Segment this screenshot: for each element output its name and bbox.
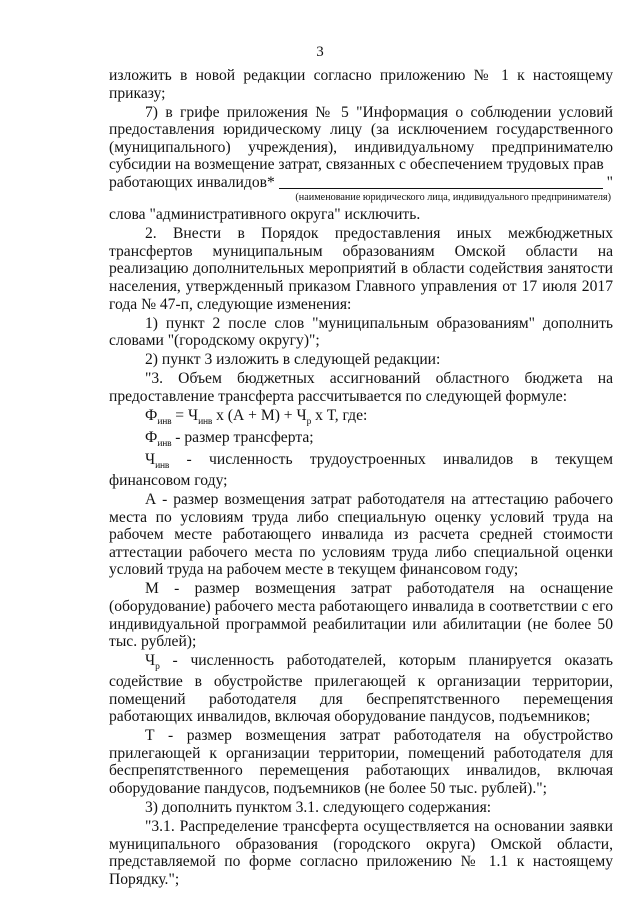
closing-quote: " <box>606 174 613 192</box>
definition-t: Т - размер возмещения затрат работодателя на обустройство прилегающей к организации территории, помещений работодателя для беспрепятственного перемещения работающих инвалидов, включая оборудование пандусов, подъемников (не более 50 тыс. рублей)."; <box>109 727 613 797</box>
paragraph-exclude: слова "административного округа" исключить. <box>109 206 421 224</box>
paragraph-point-3-1: "3.1. Распределение трансферта осуществляется на основании заявки муниципального образования (городского округа) Омской области, представляемой по форме согласно приложению № 1.1 к настоящему Порядку."; <box>109 818 613 888</box>
paragraph-point-3: "3. Объем бюджетных ассигнований областного бюджета на предоставление трансферта рассчитывается по следующей формуле: <box>109 370 613 405</box>
paragraph-continuation: изложить в новой редакции согласно приложению № 1 к настоящему приказу; <box>109 67 613 102</box>
definition-ch-r: $Ч_р$ - численность работодателей, которым планируется оказать содействие в обустройстве прилегающей к организации территории, помещений работодателя для беспрепятственного перемещения работающих инвалидов, включая оборудование пандусов, подъемников; <box>109 652 613 726</box>
definition-a: А - размер возмещения затрат работодателя на аттестацию рабочего места по условиям труда либо специальную оценку условий труда на рабочем месте работающего инвалида из расчета средней стоимости аттестации рабочего места по условиям труда либо специальной оценки условий труда на рабочем месте в текущем финансовом году; <box>109 490 613 579</box>
definition-m: М - размер возмещения затрат работодателя на оснащение (оборудование) рабочего места работающего инвалида в соответствии с его индивидуальной программой реабилитации или абилитации (не более 50 тыс. рублей); <box>109 580 613 651</box>
definition-f-inv: $Ф_{инв}$ - размер трансферта; <box>145 429 314 450</box>
paragraph-section-2: 2. Внести в Порядок предоставления иных межбюджетных трансфертов муниципальным образованиям Омской области на реализацию дополнительных мероприятий в области содействия занятости населения, утвержденный приказом Главного управления от 17 июля 2017 года № 47-п, следующие изменения: <box>109 225 613 313</box>
signature-line-label: работающих инвалидов* <box>109 174 275 192</box>
signature-line <box>109 174 613 192</box>
formula: $Ф_{инв} = Ч_{инв}$ х $(А + М) + Ч_р$ х Т, где: <box>145 407 368 428</box>
paragraph-item-1: 1) пункт 2 после слов "муниципальным образованиям" дополнить словами "(городскому округу)"; <box>109 314 613 350</box>
page-number: 3 <box>316 44 324 60</box>
document-body <box>109 67 613 889</box>
blank-underline <box>279 174 603 189</box>
paragraph-item-3: 3) дополнить пунктом 3.1. следующего содержания: <box>145 799 492 817</box>
definition-ch-inv: $Ч_{инв}$ - численность трудоустроенных инвалидов в текущем финансовом году; <box>109 451 613 489</box>
paragraph-item-2: 2) пункт 3 изложить в следующей редакции: <box>145 351 441 369</box>
blank-caption: (наименование юридического лица, индивидуального предпринимателя) <box>295 192 611 204</box>
paragraph-item-7: 7) в грифе приложения № 5 "Информация о соблюдении условий предоставления юридическому лицу (за исключением государственного (муниципального) учреждения), индивидуальному предпринимателю субсидии на возмещение затрат, связанных с обеспечением трудовых прав <box>109 103 613 174</box>
